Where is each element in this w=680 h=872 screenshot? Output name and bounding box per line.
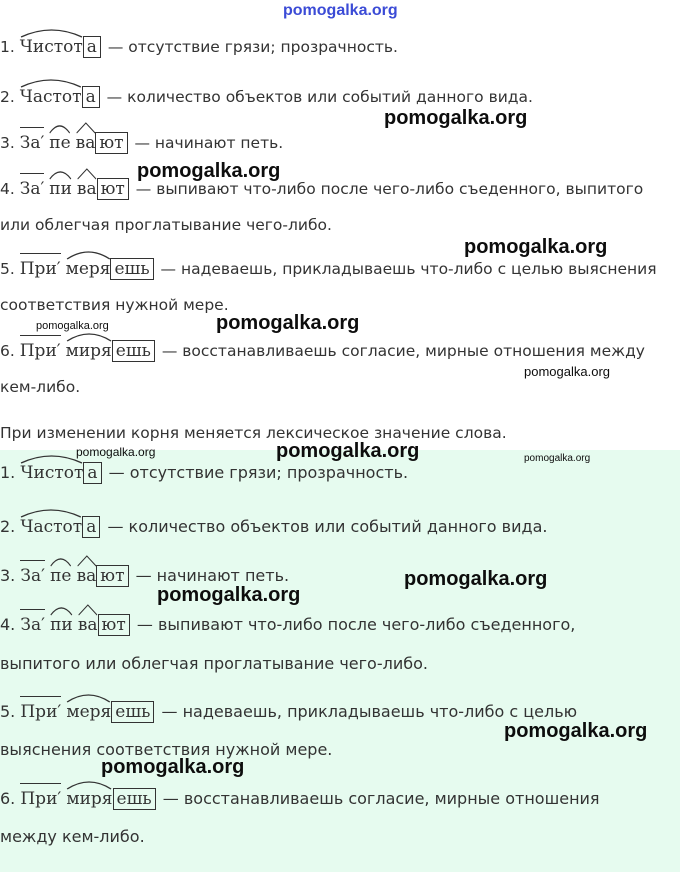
watermark: pomogalka.org — [36, 320, 109, 332]
word-root: Чистот — [20, 462, 83, 484]
ending-box: а — [82, 86, 100, 108]
suffix: ва — [77, 178, 97, 200]
ending-box: ешь — [113, 788, 156, 810]
word-root: Чистот — [20, 36, 83, 58]
item-number: 2. — [0, 517, 16, 536]
answer-item-4-cont: выпитого или облегчая проглатывание чего-либо. — [0, 654, 428, 673]
item-number: 5. — [0, 702, 16, 721]
definition: — выпивают что-либо после чего-либо съеденного, выпитого — [135, 180, 644, 198]
ending-box: ют — [98, 614, 130, 636]
definition: — восстанавливаешь согласие, мирные отношения между — [161, 342, 645, 360]
item-6 — [0, 340, 645, 362]
watermark: pomogalka.org — [101, 756, 245, 778]
ending-box: ешь — [111, 701, 154, 723]
ending-box: ют — [97, 178, 129, 200]
suffix-icon — [76, 122, 96, 134]
answer-item-5 — [0, 701, 577, 723]
note: При изменении корня меняется лексическое значение слова. — [0, 424, 507, 442]
prefix: За′ — [20, 614, 45, 636]
item-3 — [0, 132, 283, 154]
item-number: 1. — [0, 38, 15, 56]
definition: — надеваешь, прикладываешь что-либо с целью выяснения — [160, 260, 657, 278]
root: миря — [66, 788, 112, 810]
watermark: pomogalka.org — [524, 453, 591, 464]
prefix: За′ — [20, 565, 45, 587]
watermark: pomogalka.org — [157, 584, 301, 606]
root: пи — [49, 178, 72, 200]
definition: — начинают петь. — [135, 566, 290, 585]
definition: — выпивают что-либо после чего-либо съеденного, — [136, 615, 576, 634]
ending-box: а — [83, 462, 101, 484]
root-arc-icon — [20, 76, 82, 88]
definition: — отсутствие грязи; прозрачность. — [108, 463, 409, 482]
prefix: При′ — [20, 701, 61, 723]
ending-box: ют — [96, 565, 128, 587]
root: пи — [50, 614, 73, 636]
watermark: pomogalka.org — [76, 445, 156, 459]
watermark-top: pomogalka.org — [283, 2, 398, 19]
answer-item-1 — [0, 462, 408, 484]
watermark: pomogalka.org — [464, 236, 608, 258]
item-number: 2. — [0, 88, 15, 106]
item-number: 3. — [0, 134, 15, 152]
watermark: pomogalka.org — [384, 107, 528, 129]
ending-box: ешь — [112, 340, 155, 362]
item-number: 1. — [0, 463, 16, 482]
definition: — количество объектов или событий данного вида. — [106, 88, 533, 106]
item-2 — [0, 86, 533, 108]
root-arc-icon — [66, 248, 111, 260]
item-6-cont: кем-либо. — [0, 378, 81, 396]
item-5 — [0, 258, 657, 280]
root-arc-icon — [49, 168, 72, 180]
ending-box: ют — [95, 132, 127, 154]
item-5-cont: соответствия нужной мере. — [0, 296, 229, 314]
suffix-icon — [78, 604, 98, 616]
root: меря — [66, 701, 111, 723]
watermark: pomogalka.org — [504, 720, 648, 742]
ending-box: а — [83, 36, 101, 58]
answer-item-5-cont: выяснения соответствия нужной мере. — [0, 740, 333, 759]
watermark: pomogalka.org — [404, 568, 548, 590]
root: пе — [49, 132, 70, 154]
item-4 — [0, 178, 643, 200]
suffix: ва — [77, 565, 97, 587]
prefix: За′ — [20, 132, 45, 154]
prefix: За′ — [20, 178, 45, 200]
answer-item-6-cont: между кем-либо. — [0, 827, 145, 846]
item-number: 6. — [0, 789, 16, 808]
item-number: 5. — [0, 260, 15, 278]
watermark: pomogalka.org — [137, 160, 281, 182]
ending-box: а — [82, 516, 100, 538]
answer-item-2 — [0, 516, 547, 538]
item-1 — [0, 36, 398, 58]
item-4-cont: или облегчая проглатывание чего-либо. — [0, 216, 332, 234]
item-number: 4. — [0, 615, 16, 634]
root-arc-icon — [50, 604, 73, 616]
item-number: 4. — [0, 180, 15, 198]
suffix-icon — [77, 555, 97, 567]
prefix: При′ — [20, 258, 61, 280]
root: миря — [66, 340, 112, 362]
item-number: 3. — [0, 566, 16, 585]
definition: — количество объектов или событий данного вида. — [107, 517, 548, 536]
watermark: pomogalka.org — [524, 364, 610, 379]
answer-item-4 — [0, 614, 575, 636]
definition: — отсутствие грязи; прозрачность. — [107, 38, 398, 56]
definition: — начинают петь. — [134, 134, 284, 152]
root-arc-icon — [66, 691, 111, 703]
item-number: 6. — [0, 342, 15, 360]
watermark: pomogalka.org — [216, 312, 360, 334]
root-arc-icon — [20, 26, 83, 38]
root: меря — [66, 258, 111, 280]
root-arc-icon — [66, 778, 112, 790]
suffix: ва — [76, 132, 96, 154]
root: пе — [50, 565, 71, 587]
definition: — надеваешь, прикладываешь что-либо с целью — [161, 702, 578, 721]
root-arc-icon — [20, 506, 82, 518]
word-root: Частот — [20, 86, 82, 108]
root-arc-icon — [20, 452, 83, 464]
answer-item-6 — [0, 788, 600, 810]
prefix: При′ — [20, 340, 61, 362]
prefix: При′ — [20, 788, 61, 810]
root-arc-icon — [50, 555, 71, 567]
word-root: Частот — [20, 516, 82, 538]
suffix-icon — [77, 168, 97, 180]
suffix: ва — [78, 614, 98, 636]
ending-box: ешь — [110, 258, 153, 280]
definition: — восстанавливаешь согласие, мирные отношения — [162, 789, 600, 808]
root-arc-icon — [49, 122, 70, 134]
watermark: pomogalka.org — [276, 440, 420, 462]
